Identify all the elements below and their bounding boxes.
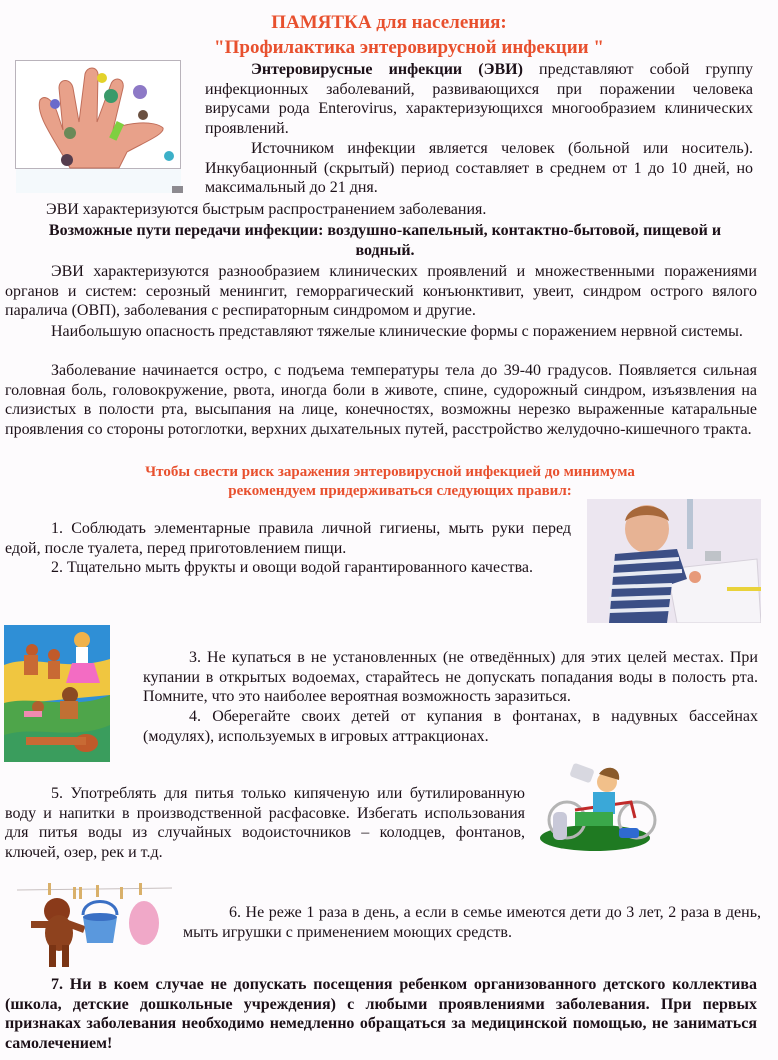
rules-heading-line1: Чтобы свести риск заражения энтеровирусной инфекцией до минимума bbox=[145, 464, 635, 480]
rule-3: 3. Не купаться в не установленных (не отведённых) для этих целей местах. При купании в открытых водоемах, старайтесь не допускать попадания воды в полость рта. Помните, что это наиболее вероятная возможность заразиться. bbox=[143, 649, 758, 706]
page-subtitle: "Профилактика энтеровирусной инфекции " bbox=[214, 37, 604, 58]
boy-drinking-water-image bbox=[535, 762, 665, 854]
rule-2: 2. Тщательно мыть фрукты и овощи водой гарантированного качества. bbox=[51, 559, 534, 576]
intro-definition bbox=[205, 60, 753, 138]
boy-washing-hands-image bbox=[587, 499, 761, 623]
transmission-routes: Возможные пути передачи инфекции: воздушно-капельный, контактно-бытовой, пищевой и водный. bbox=[48, 222, 722, 259]
hand-germs-image bbox=[15, 60, 183, 195]
definition-text: представляют собой группу инфекционных заболеваний, развивающихся при поражении человека вирусами рода Enterovirus, характеризующихся многообразием клинических проявлений. bbox=[205, 61, 753, 137]
intro-source: Источником инфекции является человек (больной или носитель). Инкубационный (скрытый) период составляет в среднем от 1 до 10 дней, но максимальный до 21 дня. bbox=[205, 140, 753, 197]
rules-heading-line2: рекомендуем придерживаться следующих правил: bbox=[228, 483, 572, 499]
children-swimming-image bbox=[4, 625, 110, 762]
symptoms-paragraph: Заболевание начинается остро, с подъема температуры тела до 39-40 градусов. Появляется сильная головная боль, головокружение, рвота, иногда боли в животе, спине, судорожный синдром, изъязвления на слизистых в полости рта, высыпания на лице, конечностях, возможны нерезко выраженные катаральные проявления со стороны ротоглотки, верхних дыхательных путей, расстройство желудочно-кишечного тракта. bbox=[5, 362, 757, 438]
term-enteroviral: Энтеровирусные инфекции bbox=[251, 61, 463, 78]
rule-6: 6. Не реже 1 раза в день, а если в семье имеются дети до 3 лет, 2 раза в день, мыть игрушки с применением моющих средств. bbox=[183, 904, 761, 941]
rule-1: 1. Соблюдать элементарные правила личной гигиены, мыть руки перед едой, после туалета, перед приготовлением пищи. bbox=[5, 520, 571, 557]
page-title: ПАМЯТКА для населения: bbox=[271, 12, 507, 33]
rule-7: 7. Ни в коем случае не допускать посещения ребенком организованного детского коллектива (школа, детские дошкольные учреждения) с любыми проявлениями заболевания. При первых признаках заболевания необходимо немедленно обращаться за медицинской помощью, не заниматься самолечением! bbox=[5, 976, 757, 1052]
rule-4: 4. Оберегайте своих детей от купания в фонтанах, в надувных бассейнах (модулях), используемых в игровых аттракционах. bbox=[143, 708, 758, 745]
manifestations-paragraph: ЭВИ характеризуются разнообразием клинических проявлений и множественными поражениями органов и систем: серозный менингит, геморрагический конъюнктивит, увеит, синдром острого вялого паралича (ОВП), заболевания с респираторным синдромом и другие. bbox=[5, 263, 757, 320]
danger-paragraph: Наибольшую опасность представляют тяжелые клинические формы с поражением нервной системы. bbox=[51, 323, 743, 340]
term-abbreviation: (ЭВИ) bbox=[478, 61, 523, 78]
toys-clothesline-image bbox=[17, 881, 172, 971]
intro-spread: ЭВИ характеризуются быстрым распространением заболевания. bbox=[46, 201, 487, 218]
rule-5: 5. Употреблять для питья только кипяченую или бутилированную воду и напитки в производственной расфасовке. Избегать использования для питья воды из случайных водоисточников – колодцев, фонтанов, ключей, озер, рек и т.д. bbox=[5, 785, 525, 861]
